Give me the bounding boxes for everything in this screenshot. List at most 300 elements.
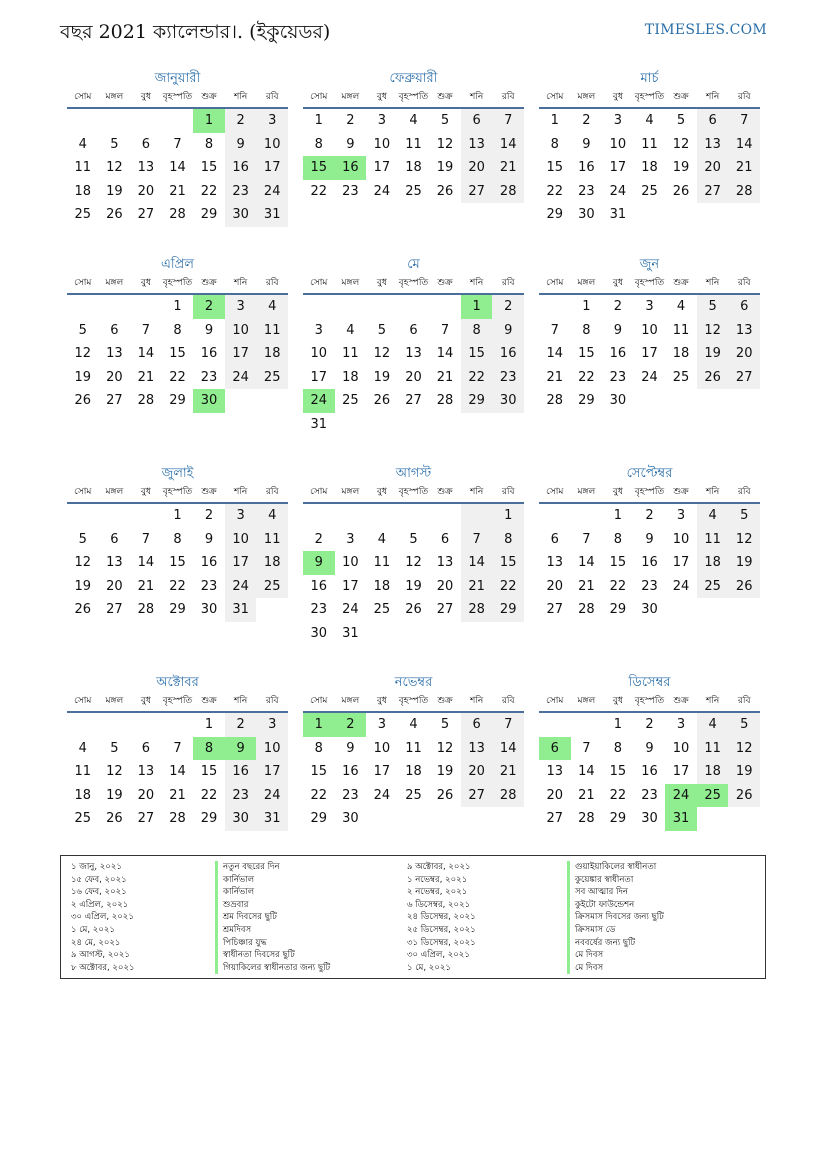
- day-cell[interactable]: 31: [256, 807, 288, 831]
- day-cell[interactable]: 12: [436, 740, 454, 756]
- day-cell[interactable]: 20: [405, 369, 422, 385]
- day-cell[interactable]: 11: [641, 136, 658, 152]
- day-cell[interactable]: 15: [310, 764, 328, 780]
- day-cell[interactable]: 14: [492, 133, 524, 157]
- day-cell[interactable]: 7: [173, 740, 182, 756]
- day-cell[interactable]: 15: [461, 342, 493, 366]
- day-cell[interactable]: 30: [200, 602, 218, 618]
- holiday-day-cell[interactable]: 15: [303, 156, 335, 180]
- day-cell[interactable]: 13: [461, 737, 493, 761]
- day-cell[interactable]: 18: [256, 551, 288, 575]
- day-cell[interactable]: 13: [546, 764, 564, 780]
- day-cell[interactable]: 26: [728, 575, 760, 599]
- day-cell[interactable]: 12: [436, 136, 454, 152]
- day-cell[interactable]: 18: [405, 764, 422, 780]
- day-cell[interactable]: 25: [342, 393, 359, 409]
- day-cell[interactable]: 26: [74, 393, 92, 409]
- day-cell[interactable]: 3: [346, 531, 355, 547]
- day-cell[interactable]: 6: [141, 740, 151, 756]
- day-cell[interactable]: 23: [200, 578, 218, 594]
- day-cell[interactable]: 29: [461, 389, 493, 413]
- day-cell[interactable]: 3: [676, 717, 686, 733]
- day-cell[interactable]: 3: [377, 717, 387, 733]
- day-cell[interactable]: 17: [342, 578, 359, 594]
- holiday-day-cell[interactable]: 9: [303, 551, 335, 575]
- day-cell[interactable]: 26: [74, 602, 92, 618]
- day-cell[interactable]: 5: [110, 136, 119, 152]
- day-cell[interactable]: 18: [672, 346, 690, 362]
- day-cell[interactable]: 22: [169, 369, 186, 385]
- day-cell[interactable]: 12: [106, 160, 123, 176]
- holiday-day-cell[interactable]: 1: [461, 295, 493, 319]
- day-cell[interactable]: 3: [645, 299, 654, 315]
- day-cell[interactable]: 11: [74, 764, 92, 780]
- day-cell[interactable]: 29: [609, 602, 627, 618]
- day-cell[interactable]: 29: [546, 207, 564, 223]
- day-cell[interactable]: 24: [609, 183, 627, 199]
- day-cell[interactable]: 20: [106, 578, 123, 594]
- day-cell[interactable]: 11: [373, 555, 391, 571]
- day-cell[interactable]: 8: [550, 136, 559, 152]
- day-cell[interactable]: 24: [373, 787, 391, 803]
- day-cell[interactable]: 28: [137, 602, 155, 618]
- day-cell[interactable]: 19: [106, 183, 123, 199]
- day-cell[interactable]: 6: [110, 531, 119, 547]
- day-cell[interactable]: 12: [672, 136, 690, 152]
- day-cell[interactable]: 9: [225, 133, 257, 157]
- day-cell[interactable]: 30: [492, 389, 524, 413]
- day-cell[interactable]: 23: [641, 787, 658, 803]
- day-cell[interactable]: 8: [461, 319, 493, 343]
- day-cell[interactable]: 6: [141, 136, 151, 152]
- day-cell[interactable]: 8: [613, 740, 623, 756]
- day-cell[interactable]: 19: [74, 578, 92, 594]
- day-cell[interactable]: 28: [546, 393, 564, 409]
- day-cell[interactable]: 23: [342, 787, 359, 803]
- day-cell[interactable]: 21: [461, 575, 493, 599]
- day-cell[interactable]: 30: [225, 807, 257, 831]
- day-cell[interactable]: 10: [672, 531, 690, 547]
- day-cell[interactable]: 31: [256, 203, 288, 227]
- day-cell[interactable]: 11: [256, 528, 288, 552]
- day-cell[interactable]: 22: [310, 183, 328, 199]
- day-cell[interactable]: 1: [550, 113, 559, 129]
- day-cell[interactable]: 1: [173, 508, 182, 524]
- day-cell[interactable]: 24: [373, 183, 391, 199]
- day-cell[interactable]: 20: [546, 578, 564, 594]
- day-cell[interactable]: 7: [492, 109, 524, 133]
- day-cell[interactable]: 5: [728, 713, 760, 737]
- day-cell[interactable]: 18: [697, 551, 729, 575]
- day-cell[interactable]: 23: [310, 602, 328, 618]
- day-cell[interactable]: 7: [582, 740, 591, 756]
- day-cell[interactable]: 27: [461, 180, 493, 204]
- day-cell[interactable]: 5: [78, 322, 87, 338]
- day-cell[interactable]: 8: [173, 322, 182, 338]
- day-cell[interactable]: 14: [546, 346, 564, 362]
- day-cell[interactable]: 19: [728, 760, 760, 784]
- day-cell[interactable]: 4: [78, 136, 87, 152]
- day-cell[interactable]: 10: [641, 322, 658, 338]
- day-cell[interactable]: 3: [256, 109, 288, 133]
- day-cell[interactable]: 12: [74, 555, 92, 571]
- day-cell[interactable]: 5: [728, 504, 760, 528]
- day-cell[interactable]: 1: [582, 299, 591, 315]
- day-cell[interactable]: 28: [169, 207, 186, 223]
- day-cell[interactable]: 19: [373, 369, 391, 385]
- holiday-day-cell[interactable]: 1: [303, 713, 335, 737]
- day-cell[interactable]: 4: [409, 113, 418, 129]
- day-cell[interactable]: 4: [78, 740, 87, 756]
- day-cell[interactable]: 11: [672, 322, 690, 338]
- day-cell[interactable]: 13: [106, 555, 123, 571]
- day-cell[interactable]: 23: [225, 784, 257, 808]
- day-cell[interactable]: 26: [436, 183, 454, 199]
- day-cell[interactable]: 16: [310, 578, 328, 594]
- day-cell[interactable]: 1: [492, 504, 524, 528]
- day-cell[interactable]: 2: [645, 717, 654, 733]
- day-cell[interactable]: 29: [310, 811, 328, 827]
- day-cell[interactable]: 14: [492, 737, 524, 761]
- day-cell[interactable]: 30: [225, 203, 257, 227]
- day-cell[interactable]: 25: [256, 575, 288, 599]
- day-cell[interactable]: 25: [697, 575, 729, 599]
- day-cell[interactable]: 18: [256, 342, 288, 366]
- holiday-day-cell[interactable]: 24: [303, 389, 335, 413]
- day-cell[interactable]: 25: [256, 366, 288, 390]
- day-cell[interactable]: 16: [492, 342, 524, 366]
- day-cell[interactable]: 29: [200, 207, 218, 223]
- day-cell[interactable]: 10: [225, 319, 257, 343]
- day-cell[interactable]: 23: [225, 180, 257, 204]
- day-cell[interactable]: 3: [225, 504, 257, 528]
- day-cell[interactable]: 20: [461, 156, 493, 180]
- day-cell[interactable]: 16: [578, 160, 595, 176]
- day-cell[interactable]: 21: [492, 760, 524, 784]
- day-cell[interactable]: 12: [74, 346, 92, 362]
- day-cell[interactable]: 7: [550, 322, 559, 338]
- day-cell[interactable]: 11: [405, 740, 422, 756]
- day-cell[interactable]: 28: [492, 784, 524, 808]
- day-cell[interactable]: 2: [645, 508, 654, 524]
- day-cell[interactable]: 7: [582, 531, 591, 547]
- day-cell[interactable]: 8: [204, 136, 214, 152]
- day-cell[interactable]: 14: [578, 764, 595, 780]
- day-cell[interactable]: 29: [169, 393, 186, 409]
- day-cell[interactable]: 29: [169, 602, 186, 618]
- day-cell[interactable]: 15: [169, 555, 186, 571]
- day-cell[interactable]: 4: [697, 504, 729, 528]
- day-cell[interactable]: 21: [137, 578, 155, 594]
- day-cell[interactable]: 11: [74, 160, 92, 176]
- day-cell[interactable]: 21: [546, 369, 564, 385]
- day-cell[interactable]: 1: [314, 113, 323, 129]
- day-cell[interactable]: 5: [377, 322, 387, 338]
- day-cell[interactable]: 13: [546, 555, 564, 571]
- day-cell[interactable]: 23: [641, 578, 658, 594]
- day-cell[interactable]: 12: [106, 764, 123, 780]
- day-cell[interactable]: 10: [310, 346, 328, 362]
- day-cell[interactable]: 21: [578, 578, 595, 594]
- day-cell[interactable]: 13: [436, 555, 454, 571]
- day-cell[interactable]: 6: [409, 322, 418, 338]
- day-cell[interactable]: 20: [728, 342, 760, 366]
- day-cell[interactable]: 30: [609, 393, 627, 409]
- day-cell[interactable]: 11: [697, 737, 729, 761]
- day-cell[interactable]: 21: [169, 183, 186, 199]
- day-cell[interactable]: 29: [492, 598, 524, 622]
- day-cell[interactable]: 30: [641, 811, 658, 827]
- day-cell[interactable]: 14: [436, 346, 454, 362]
- day-cell[interactable]: 27: [106, 602, 123, 618]
- day-cell[interactable]: 29: [578, 393, 595, 409]
- day-cell[interactable]: 3: [314, 322, 323, 338]
- day-cell[interactable]: 9: [613, 322, 623, 338]
- day-cell[interactable]: 16: [609, 346, 627, 362]
- holiday-day-cell[interactable]: 2: [335, 713, 367, 737]
- day-cell[interactable]: 7: [141, 322, 151, 338]
- day-cell[interactable]: 26: [405, 602, 422, 618]
- day-cell[interactable]: 2: [613, 299, 623, 315]
- day-cell[interactable]: 8: [582, 322, 591, 338]
- day-cell[interactable]: 5: [440, 113, 450, 129]
- day-cell[interactable]: 21: [728, 156, 760, 180]
- day-cell[interactable]: 4: [676, 299, 686, 315]
- day-cell[interactable]: 12: [728, 528, 760, 552]
- day-cell[interactable]: 28: [461, 598, 493, 622]
- day-cell[interactable]: 18: [373, 578, 391, 594]
- day-cell[interactable]: 6: [461, 713, 493, 737]
- holiday-day-cell[interactable]: 1: [193, 109, 225, 133]
- day-cell[interactable]: 3: [377, 113, 387, 129]
- day-cell[interactable]: 27: [697, 180, 729, 204]
- day-cell[interactable]: 28: [169, 811, 186, 827]
- day-cell[interactable]: 4: [409, 717, 418, 733]
- day-cell[interactable]: 17: [641, 346, 658, 362]
- day-cell[interactable]: 2: [492, 295, 524, 319]
- day-cell[interactable]: 26: [373, 393, 391, 409]
- day-cell[interactable]: 15: [492, 551, 524, 575]
- day-cell[interactable]: 5: [78, 531, 87, 547]
- day-cell[interactable]: 27: [405, 393, 422, 409]
- day-cell[interactable]: 1: [613, 717, 623, 733]
- day-cell[interactable]: 11: [697, 528, 729, 552]
- day-cell[interactable]: 6: [440, 531, 450, 547]
- day-cell[interactable]: 28: [578, 602, 595, 618]
- day-cell[interactable]: 22: [310, 787, 328, 803]
- day-cell[interactable]: 29: [609, 811, 627, 827]
- day-cell[interactable]: 7: [492, 713, 524, 737]
- day-cell[interactable]: 1: [204, 717, 214, 733]
- day-cell[interactable]: 5: [440, 717, 450, 733]
- day-cell[interactable]: 15: [578, 346, 595, 362]
- day-cell[interactable]: 16: [641, 764, 658, 780]
- day-cell[interactable]: 12: [405, 555, 422, 571]
- day-cell[interactable]: 2: [225, 109, 257, 133]
- day-cell[interactable]: 28: [578, 811, 595, 827]
- day-cell[interactable]: 8: [613, 531, 623, 547]
- day-cell[interactable]: 8: [314, 740, 323, 756]
- day-cell[interactable]: 9: [492, 319, 524, 343]
- day-cell[interactable]: 20: [546, 787, 564, 803]
- day-cell[interactable]: 14: [137, 555, 155, 571]
- day-cell[interactable]: 13: [405, 346, 422, 362]
- day-cell[interactable]: 17: [256, 156, 288, 180]
- day-cell[interactable]: 16: [225, 156, 257, 180]
- day-cell[interactable]: 22: [461, 366, 493, 390]
- day-cell[interactable]: 26: [672, 183, 690, 199]
- day-cell[interactable]: 17: [609, 160, 627, 176]
- day-cell[interactable]: 23: [200, 369, 218, 385]
- day-cell[interactable]: 3: [256, 713, 288, 737]
- day-cell[interactable]: 13: [728, 319, 760, 343]
- day-cell[interactable]: 29: [200, 811, 218, 827]
- day-cell[interactable]: 26: [106, 811, 123, 827]
- day-cell[interactable]: 7: [440, 322, 450, 338]
- day-cell[interactable]: 7: [728, 109, 760, 133]
- day-cell[interactable]: 19: [672, 160, 690, 176]
- day-cell[interactable]: 5: [110, 740, 119, 756]
- day-cell[interactable]: 18: [641, 160, 658, 176]
- day-cell[interactable]: 2: [225, 713, 257, 737]
- day-cell[interactable]: 16: [200, 555, 218, 571]
- day-cell[interactable]: 15: [546, 160, 564, 176]
- day-cell[interactable]: 17: [310, 369, 328, 385]
- day-cell[interactable]: 27: [728, 366, 760, 390]
- day-cell[interactable]: 22: [546, 183, 564, 199]
- day-cell[interactable]: 15: [609, 764, 627, 780]
- day-cell[interactable]: 2: [582, 113, 591, 129]
- day-cell[interactable]: 5: [409, 531, 418, 547]
- day-cell[interactable]: 22: [609, 578, 627, 594]
- day-cell[interactable]: 20: [106, 369, 123, 385]
- day-cell[interactable]: 27: [461, 784, 493, 808]
- day-cell[interactable]: 12: [728, 737, 760, 761]
- day-cell[interactable]: 14: [169, 764, 186, 780]
- day-cell[interactable]: 19: [106, 787, 123, 803]
- day-cell[interactable]: 22: [578, 369, 595, 385]
- day-cell[interactable]: 18: [405, 160, 422, 176]
- day-cell[interactable]: 23: [609, 369, 627, 385]
- day-cell[interactable]: 25: [74, 207, 92, 223]
- day-cell[interactable]: 16: [342, 764, 359, 780]
- day-cell[interactable]: 22: [169, 578, 186, 594]
- day-cell[interactable]: 19: [728, 551, 760, 575]
- day-cell[interactable]: 24: [256, 784, 288, 808]
- day-cell[interactable]: 18: [342, 369, 359, 385]
- day-cell[interactable]: 21: [169, 787, 186, 803]
- holiday-day-cell[interactable]: 2: [193, 295, 225, 319]
- day-cell[interactable]: 25: [405, 787, 422, 803]
- day-cell[interactable]: 21: [578, 787, 595, 803]
- day-cell[interactable]: 1: [613, 508, 623, 524]
- day-cell[interactable]: 17: [373, 764, 391, 780]
- holiday-day-cell[interactable]: 9: [225, 737, 257, 761]
- day-cell[interactable]: 27: [546, 811, 564, 827]
- day-cell[interactable]: 16: [200, 346, 218, 362]
- day-cell[interactable]: 7: [173, 136, 182, 152]
- day-cell[interactable]: 25: [672, 369, 690, 385]
- day-cell[interactable]: 4: [377, 531, 387, 547]
- day-cell[interactable]: 4: [645, 113, 654, 129]
- day-cell[interactable]: 10: [373, 740, 391, 756]
- day-cell[interactable]: 20: [697, 156, 729, 180]
- day-cell[interactable]: 11: [256, 319, 288, 343]
- day-cell[interactable]: 26: [697, 366, 729, 390]
- day-cell[interactable]: 25: [405, 183, 422, 199]
- day-cell[interactable]: 17: [225, 551, 257, 575]
- day-cell[interactable]: 6: [461, 109, 493, 133]
- day-cell[interactable]: 19: [405, 578, 422, 594]
- day-cell[interactable]: 24: [225, 575, 257, 599]
- day-cell[interactable]: 31: [609, 207, 627, 223]
- day-cell[interactable]: 9: [645, 531, 654, 547]
- day-cell[interactable]: 22: [609, 787, 627, 803]
- day-cell[interactable]: 7: [461, 528, 493, 552]
- day-cell[interactable]: 4: [346, 322, 355, 338]
- day-cell[interactable]: 18: [74, 787, 92, 803]
- day-cell[interactable]: 23: [578, 183, 595, 199]
- day-cell[interactable]: 26: [436, 787, 454, 803]
- day-cell[interactable]: 28: [436, 393, 454, 409]
- day-cell[interactable]: 15: [200, 160, 218, 176]
- site-link[interactable]: TIMESLES.COM: [644, 22, 767, 38]
- day-cell[interactable]: 10: [256, 737, 288, 761]
- day-cell[interactable]: 7: [141, 531, 151, 547]
- day-cell[interactable]: 6: [110, 322, 119, 338]
- day-cell[interactable]: 10: [225, 528, 257, 552]
- holiday-day-cell[interactable]: 25: [697, 784, 729, 808]
- day-cell[interactable]: 16: [225, 760, 257, 784]
- day-cell[interactable]: 3: [613, 113, 623, 129]
- day-cell[interactable]: 15: [169, 346, 186, 362]
- day-cell[interactable]: 20: [137, 787, 155, 803]
- day-cell[interactable]: 25: [373, 602, 391, 618]
- day-cell[interactable]: 9: [204, 322, 214, 338]
- day-cell[interactable]: 25: [641, 183, 658, 199]
- day-cell[interactable]: 19: [74, 369, 92, 385]
- day-cell[interactable]: 30: [342, 811, 359, 827]
- day-cell[interactable]: 17: [373, 160, 391, 176]
- day-cell[interactable]: 8: [173, 531, 182, 547]
- day-cell[interactable]: 21: [137, 369, 155, 385]
- day-cell[interactable]: 15: [200, 764, 218, 780]
- day-cell[interactable]: 18: [697, 760, 729, 784]
- day-cell[interactable]: 27: [106, 393, 123, 409]
- day-cell[interactable]: 20: [436, 578, 454, 594]
- day-cell[interactable]: 13: [137, 764, 155, 780]
- day-cell[interactable]: 28: [137, 393, 155, 409]
- day-cell[interactable]: 11: [342, 346, 359, 362]
- day-cell[interactable]: 17: [256, 760, 288, 784]
- day-cell[interactable]: 23: [492, 366, 524, 390]
- holiday-day-cell[interactable]: 30: [193, 389, 225, 413]
- day-cell[interactable]: 22: [200, 787, 218, 803]
- day-cell[interactable]: 15: [609, 555, 627, 571]
- day-cell[interactable]: 31: [342, 625, 359, 641]
- day-cell[interactable]: 19: [436, 764, 454, 780]
- day-cell[interactable]: 24: [256, 180, 288, 204]
- day-cell[interactable]: 8: [314, 136, 323, 152]
- day-cell[interactable]: 3: [225, 295, 257, 319]
- day-cell[interactable]: 19: [697, 342, 729, 366]
- day-cell[interactable]: 20: [461, 760, 493, 784]
- day-cell[interactable]: 5: [697, 295, 729, 319]
- day-cell[interactable]: 13: [697, 133, 729, 157]
- day-cell[interactable]: 8: [492, 528, 524, 552]
- day-cell[interactable]: 2: [314, 531, 323, 547]
- day-cell[interactable]: 28: [492, 180, 524, 204]
